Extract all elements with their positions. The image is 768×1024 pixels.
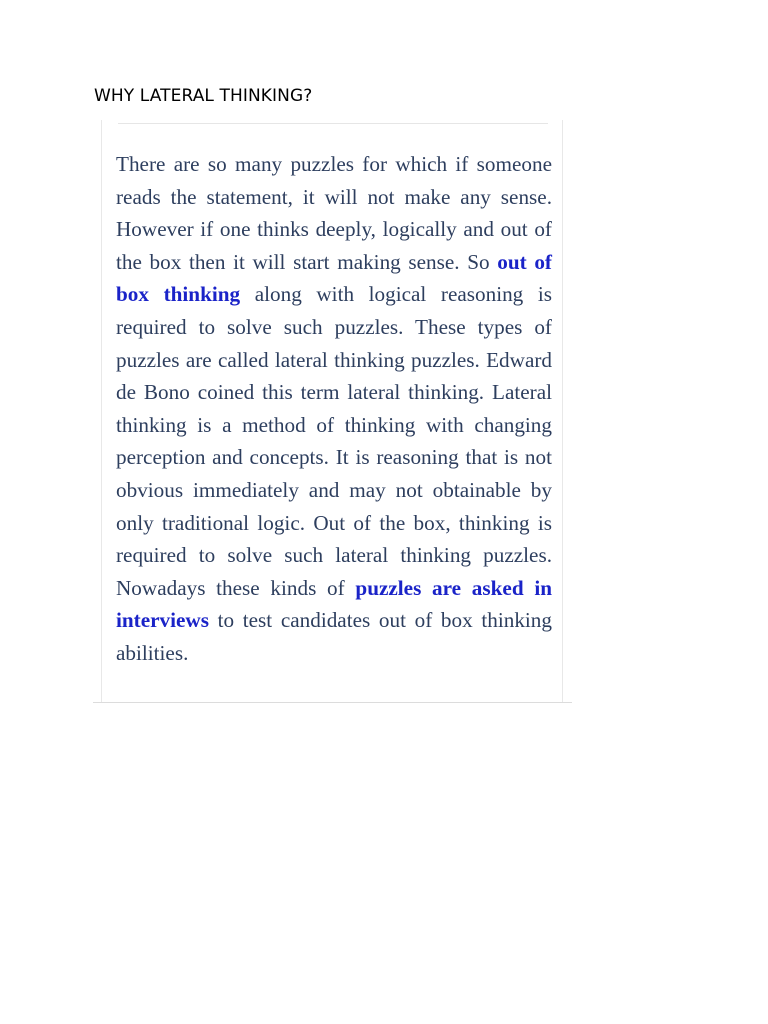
passage-text-part-3: to test candidates out of box thinking abilities.: [116, 608, 552, 665]
passage-text: [116, 148, 552, 670]
page-heading: WHY LATERAL THINKING?: [94, 86, 313, 106]
excerpt-bottom-divider: [93, 702, 572, 703]
excerpt-top-divider: [118, 123, 548, 124]
passage-text-part-1: There are so many puzzles for which if someone reads the statement, it will not make any sense. However if one thinks deeply, logically and out of the box then it will start making sense. So: [116, 152, 552, 274]
passage-text-part-2: along with logical reasoning is required to solve such puzzles. These types of puzzles are called lateral thinking puzzles. Edward de Bono coined this term lateral thinking. Lateral thinking is a method of thinking with changing perception and concepts. It is reasoning that is not obvious immediately and may not obtainable by only traditional logic. Out of the box, thinking is required to solve such lateral thinking puzzles. Nowadays these kinds of: [116, 282, 552, 600]
highlight-puzzles-asked-in-interviews: puzzles are asked in interviews: [116, 575, 552, 633]
passage-excerpt-image: [101, 120, 563, 702]
highlight-out-of-box-thinking: out of box thinking: [116, 249, 552, 307]
